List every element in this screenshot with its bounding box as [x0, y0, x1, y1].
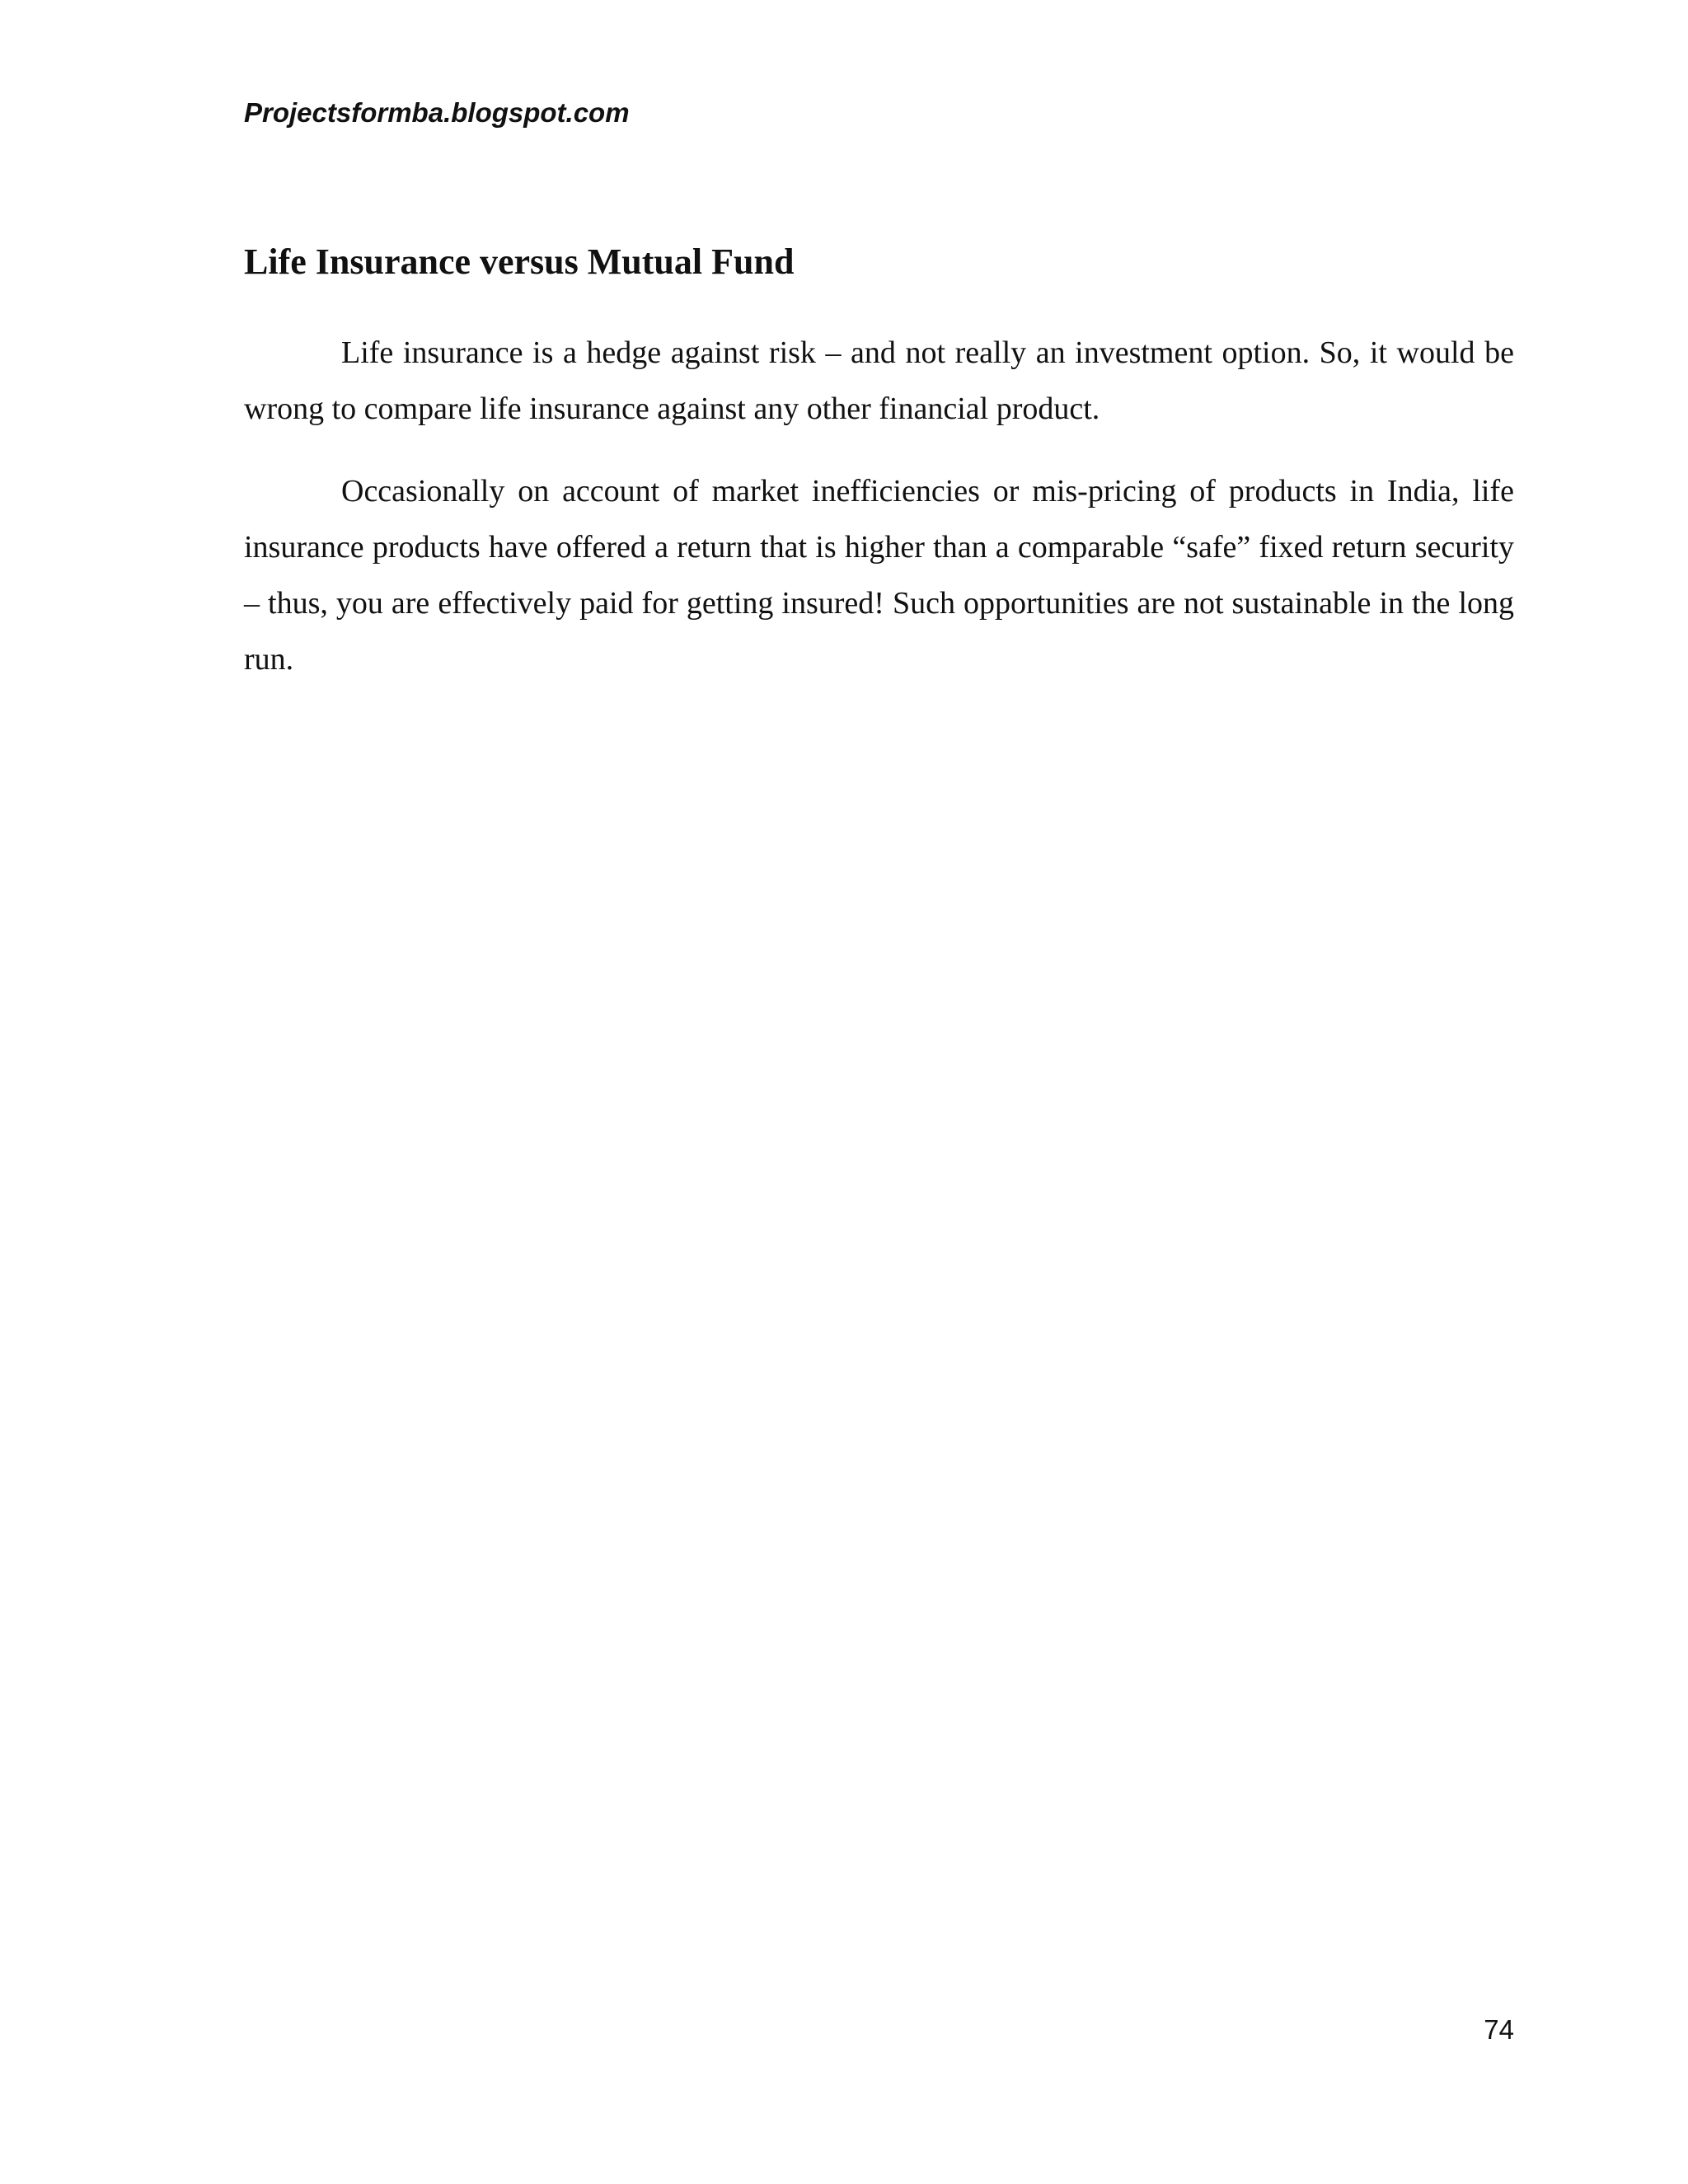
page-content — [244, 239, 1514, 714]
paragraph-1: Life insurance is a hedge against risk – and not really an investment option. So, it would be wrong to compare life insurance against any other financial product. — [244, 335, 1514, 426]
section-title: Life Insurance versus Mutual Fund — [244, 241, 795, 282]
paragraph-2: Occasionally on account of market inefficiencies or mis-pricing of products in India, life insurance products have offered a return that is higher than a comparable “safe” fixed return security – thus, you are effectively paid for getting insured! Such opportunities are not sustainable in the long run. — [244, 474, 1514, 677]
page-number: 74 — [1484, 2014, 1514, 2045]
header-site-url: Projectsformba.blogspot.com — [244, 97, 630, 128]
